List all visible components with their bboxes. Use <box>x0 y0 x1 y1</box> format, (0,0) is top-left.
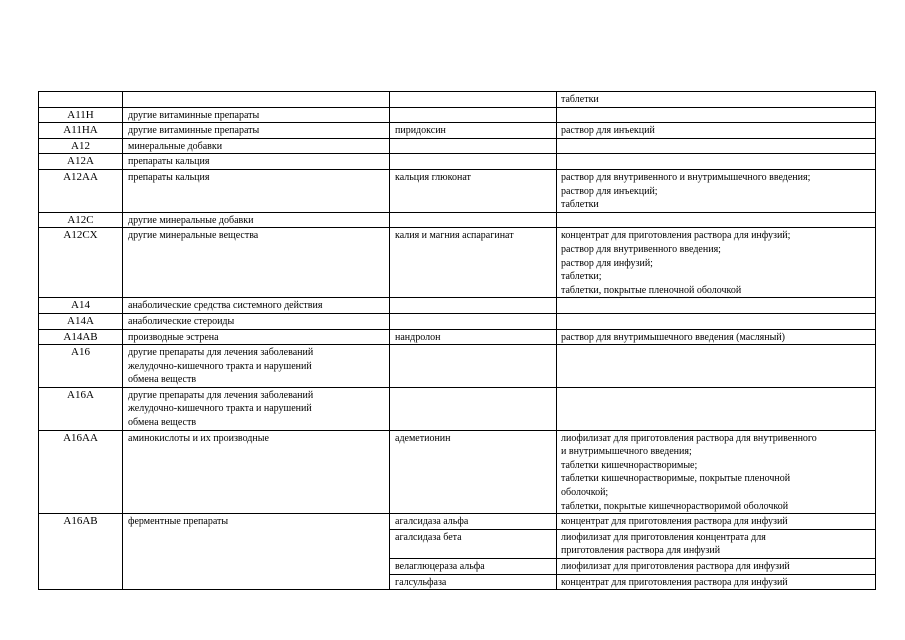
medication-table <box>38 91 876 590</box>
atc-code-cell: A11HA <box>39 123 123 139</box>
table-row <box>39 329 876 345</box>
drug-name-cell: агалсидаза бета <box>390 529 557 558</box>
atc-code-cell: A12 <box>39 138 123 154</box>
atc-code-cell: A12A <box>39 154 123 170</box>
dosage-form-cell <box>557 345 876 388</box>
group-name-cell: другие препараты для лечения заболеваний желудочно-кишечного тракта и нарушений обмена веществ <box>123 345 390 388</box>
dosage-form-cell: раствор для инъекций <box>557 123 876 139</box>
dosage-form-cell <box>557 212 876 228</box>
group-name-cell <box>123 92 390 108</box>
atc-code-cell: A12CX <box>39 228 123 298</box>
group-name-cell: другие минеральные добавки <box>123 212 390 228</box>
table-row <box>39 298 876 314</box>
drug-name-cell <box>390 387 557 430</box>
drug-name-cell: адеметионин <box>390 430 557 514</box>
atc-code-cell: A12C <box>39 212 123 228</box>
atc-code-cell: A12AA <box>39 169 123 212</box>
group-name-cell: производные эстрена <box>123 329 390 345</box>
atc-code-cell: A16 <box>39 345 123 388</box>
table-row <box>39 212 876 228</box>
table-row <box>39 345 876 388</box>
dosage-form-cell <box>557 154 876 170</box>
atc-code-cell: A16AA <box>39 430 123 514</box>
drug-name-cell: агалсидаза альфа <box>390 514 557 530</box>
table-row <box>39 228 876 298</box>
table-row <box>39 107 876 123</box>
dosage-form-cell: лиофилизат для приготовления раствора для инфузий <box>557 559 876 575</box>
atc-code-cell <box>39 92 123 108</box>
table-row <box>39 154 876 170</box>
dosage-form-cell <box>557 138 876 154</box>
group-name-cell: другие витаминные препараты <box>123 123 390 139</box>
drug-name-cell <box>390 298 557 314</box>
table-row <box>39 313 876 329</box>
group-name-cell: минеральные добавки <box>123 138 390 154</box>
drug-name-cell <box>390 107 557 123</box>
group-name-cell: препараты кальция <box>123 154 390 170</box>
table-row <box>39 387 876 430</box>
dosage-form-cell <box>557 107 876 123</box>
table-row <box>39 169 876 212</box>
atc-code-cell: A14AB <box>39 329 123 345</box>
drug-name-cell: кальция глюконат <box>390 169 557 212</box>
drug-name-cell: галсульфаза <box>390 574 557 590</box>
drug-name-cell: калия и магния аспарагинат <box>390 228 557 298</box>
table-row <box>39 123 876 139</box>
drug-name-cell <box>390 154 557 170</box>
dosage-form-cell: лиофилизат для приготовления концентрата для приготовления раствора для инфузий <box>557 529 876 558</box>
group-name-cell: аминокислоты и их производные <box>123 430 390 514</box>
table-row <box>39 92 876 108</box>
drug-name-cell: велаглюцераза альфа <box>390 559 557 575</box>
dosage-form-cell <box>557 298 876 314</box>
dosage-form-cell: лиофилизат для приготовления раствора для внутривенного и внутримышечного введения; таблетки кишечнорастворимые; таблетки кишечнорастворимые, покрытые пленочной оболочкой; таблетки, покрытые кишечнорастворимой оболочкой <box>557 430 876 514</box>
atc-code-cell: A14 <box>39 298 123 314</box>
table-row <box>39 430 876 514</box>
drug-name-cell <box>390 212 557 228</box>
dosage-form-cell <box>557 387 876 430</box>
dosage-form-cell: раствор для внутривенного и внутримышечного введения; раствор для инъекций; таблетки <box>557 169 876 212</box>
group-name-cell: анаболические стероиды <box>123 313 390 329</box>
group-name-cell: ферментные препараты <box>123 514 390 590</box>
group-name-cell: препараты кальция <box>123 169 390 212</box>
drug-name-cell <box>390 138 557 154</box>
table-row <box>39 514 876 530</box>
dosage-form-cell: таблетки <box>557 92 876 108</box>
group-name-cell: анаболические средства системного действия <box>123 298 390 314</box>
drug-name-cell: пиридоксин <box>390 123 557 139</box>
atc-code-cell: A11H <box>39 107 123 123</box>
dosage-form-cell: раствор для внутримышечного введения (масляный) <box>557 329 876 345</box>
dosage-form-cell: концентрат для приготовления раствора для инфузий <box>557 514 876 530</box>
atc-code-cell: A16AB <box>39 514 123 590</box>
group-name-cell: другие минеральные вещества <box>123 228 390 298</box>
dosage-form-cell: концентрат для приготовления раствора для инфузий; раствор для внутривенного введения; раствор для инфузий; таблетки; таблетки, покрытые пленочной оболочкой <box>557 228 876 298</box>
table-row <box>39 138 876 154</box>
group-name-cell: другие препараты для лечения заболеваний желудочно-кишечного тракта и нарушений обмена веществ <box>123 387 390 430</box>
drug-name-cell <box>390 345 557 388</box>
drug-name-cell <box>390 92 557 108</box>
dosage-form-cell <box>557 313 876 329</box>
drug-name-cell: нандролон <box>390 329 557 345</box>
group-name-cell: другие витаминные препараты <box>123 107 390 123</box>
drug-name-cell <box>390 313 557 329</box>
atc-code-cell: A16A <box>39 387 123 430</box>
atc-code-cell: A14A <box>39 313 123 329</box>
dosage-form-cell: концентрат для приготовления раствора для инфузий <box>557 574 876 590</box>
